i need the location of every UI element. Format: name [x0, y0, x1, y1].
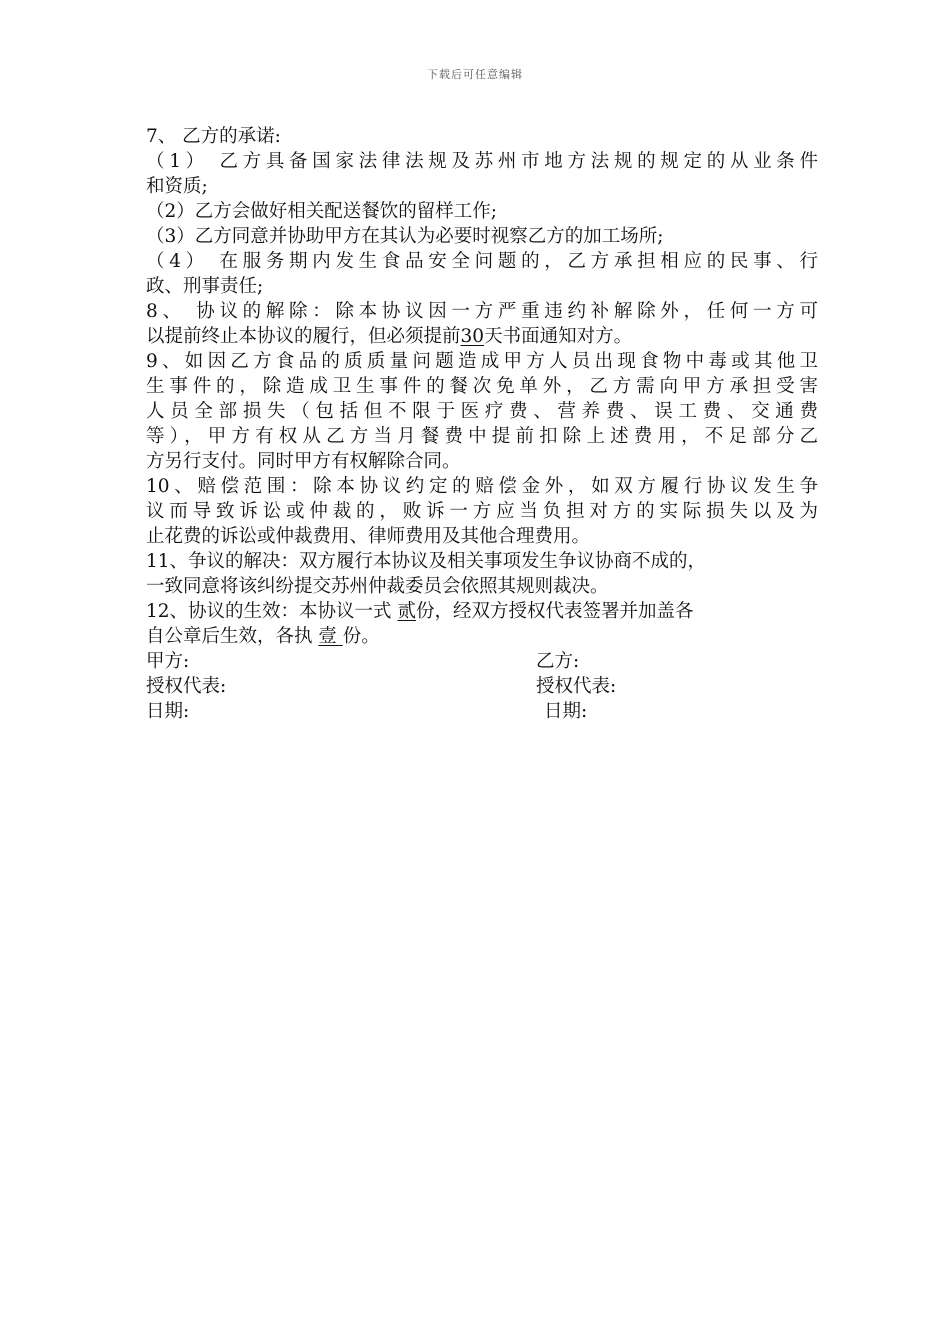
party-b-representative-label: 授权代表:	[536, 676, 617, 697]
clause-10-line-2: 议而导致诉讼或仲裁的，败诉一方应当负担对方的实际损失以及为	[146, 501, 818, 522]
party-a-date-label: 日期:	[146, 701, 190, 722]
copies-each-value: 壹	[318, 626, 343, 647]
clause-7-4-line-1: （4） 在服务期内发生食品安全问题的，乙方承担相应的民事、行	[146, 251, 818, 272]
clause-12-text-a: 12、协议的生效：本协议一式	[146, 601, 398, 622]
clause-7-heading: 7、 乙方的承诺:	[146, 126, 281, 147]
clause-7-4-line-2: 政、刑事责任;	[146, 276, 264, 297]
clause-11-line-1: 11、争议的解决：双方履行本协议及相关事项发生争议协商不成的，	[146, 551, 707, 572]
clause-8-line-1: 8、 协议的解除：除本协议因一方严重违约补解除外，任何一方可	[146, 301, 818, 322]
party-b-label: 乙方:	[536, 651, 580, 672]
copies-total-value: 贰	[397, 601, 416, 622]
clause-12-text-d: 份。	[342, 626, 380, 647]
clause-12-line-2	[146, 624, 818, 649]
clause-9-line-4: 等），甲方有权从乙方当月餐费中提前扣除上述费用，不足部分乙	[146, 426, 818, 447]
clause-11-line-2: 一致同意将该纠纷提交苏州仲裁委员会依照其规则裁决。	[146, 576, 609, 597]
clause-12-text-b: 份，经双方授权代表签署并加盖各	[415, 601, 694, 622]
page-header-note: 下载后可任意编辑	[427, 68, 523, 81]
clause-12-text-c: 自公章后生效，各执	[146, 626, 319, 647]
clause-12-line-1	[146, 599, 818, 624]
clause-7-1-line-1: （1） 乙方具备国家法律法规及苏州市地方法规的规定的从业条件	[146, 151, 818, 172]
clause-8-text-a: 以提前终止本协议的履行，但必须提前	[146, 326, 461, 347]
clause-8-line-2	[146, 324, 818, 349]
clause-9-line-2: 生事件的，除造成卫生事件的餐次免单外，乙方需向甲方承担受害	[146, 376, 818, 397]
clause-7-1-line-2: 和资质;	[146, 176, 208, 197]
clause-7-3: （3）乙方同意并协助甲方在其认为必要时视察乙方的加工场所;	[146, 226, 664, 247]
clause-7-2: （2）乙方会做好相关配送餐饮的留样工作;	[146, 201, 498, 222]
party-a-label: 甲方:	[146, 651, 190, 672]
agreement-body	[146, 124, 818, 724]
clause-8-text-b: 天书面通知对方。	[484, 326, 633, 347]
signature-row-date	[146, 699, 818, 724]
party-a-representative-label: 授权代表:	[146, 676, 227, 697]
party-b-date-label: 日期:	[544, 701, 588, 722]
signature-row-party	[146, 649, 818, 674]
clause-10-line-1: 10、赔偿范围：除本协议约定的赔偿金外，如双方履行协议发生争	[146, 476, 818, 497]
notice-days-value: 30	[460, 326, 485, 347]
clause-10-line-3: 止花费的诉讼或仲裁费用、律师费用及其他合理费用。	[146, 526, 591, 547]
clause-9-line-3: 人员全部损失（包括但不限于医疗费、营养费、误工费、交通费	[146, 401, 818, 422]
clause-9-line-1: 9、如因乙方食品的质质量问题造成甲方人员出现食物中毒或其他卫	[146, 351, 818, 372]
clause-9-line-5: 方另行支付。同时甲方有权解除合同。	[146, 451, 461, 472]
signature-row-representative	[146, 674, 818, 699]
